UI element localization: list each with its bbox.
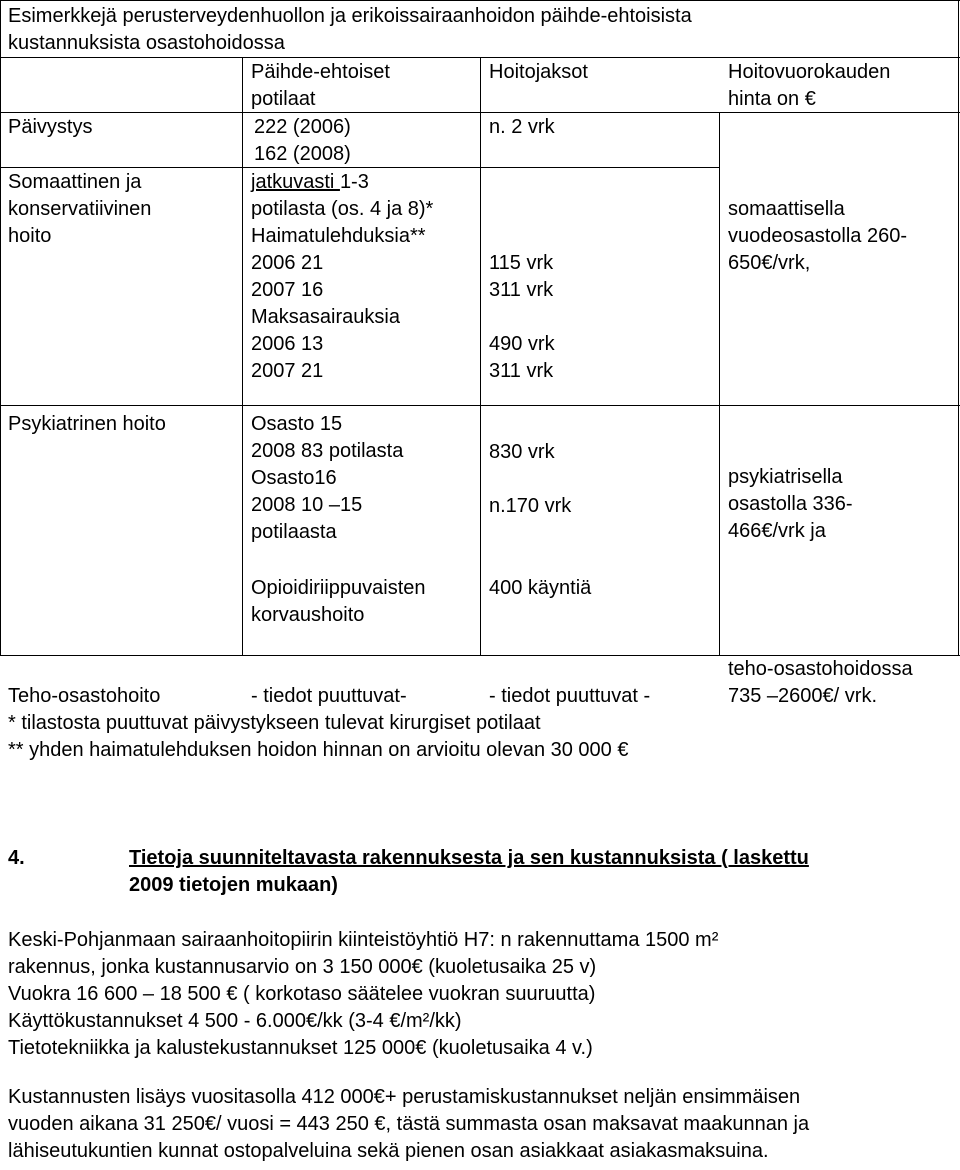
paragraph-building-line-4: Käyttökustannukset 4 500 - 6.000€/kk (3-4 €/m²/kk) [8,1010,462,1032]
table-title-line-2: kustannuksista osastohoidossa [8,32,285,54]
header-price-line-1: Hoitovuorokauden [728,61,891,83]
paragraph-building-line-2: rakennus, jonka kustannusarvio on 3 150 000€ (kuoletusaika 25 v) [8,956,597,978]
row-somaattinen-label-line-3: hoito [8,225,52,247]
row-paivystys-patients-line-2: 162 (2008) [254,143,351,165]
opioid-line-2: korvaushoito [251,604,365,626]
price-somatic-line-3: 650€/vrk, [728,252,811,274]
row-somaattinen-patients [251,169,433,385]
price-somatic-line-1: somaattisella [728,198,845,220]
patient-range: 1-3 [339,171,369,193]
row-somaattinen-periods-a [489,250,553,304]
header-patients-line-2: potilaat [251,88,316,110]
row-teho-patients: - tiedot puuttuvat- [251,685,407,707]
paragraph-building-line-1: Keski-Pohjanmaan sairaanhoitopiirin kiinteistöyhtiö H7: n rakennuttama 1500 m² [8,929,719,951]
header-periods: Hoitojaksot [489,61,588,83]
price-psych-line-3: 466€/vrk ja [728,520,826,542]
footnote-2: ** yhden haimatulehduksen hoidon hinnan on arvioitu olevan 30 000 € [8,739,629,761]
row-somaattinen-price [728,196,907,277]
row-psykiatrinen-patients-line-1: Osasto 15 [251,413,343,435]
table-border-right [958,0,959,655]
row-somaattinen-periods-b [489,331,555,385]
table-title [8,3,692,57]
row-psykiatrinen-patients-line-2: 2008 83 potilasta [251,440,404,462]
row-paivystys-patients [254,114,351,168]
header-patients [251,59,390,113]
row-psykiatrinen-price [728,464,853,545]
row-somaattinen-patients-line-5: Maksasairauksia [251,306,400,328]
paragraph-costs-line-3: lähiseutukuntien kunnat ostopalveluina sekä pienen osan asiakkaat asiakasmaksuina. [8,1140,769,1162]
row-psykiatrinen-patients [251,411,403,546]
row-somaattinen-label [8,169,151,250]
table-price-divider [719,112,720,655]
table-border-top [0,0,960,1]
table-column-divider-1 [242,57,243,655]
section-number: 4. [8,847,25,869]
row-somaattinen-patients-line-2: Haimatulehduksia** [251,225,426,247]
price-psych-line-1: psykiatrisella [728,466,843,488]
row-opioid-label [251,575,426,629]
row-opioid-period: 400 käyntiä [489,577,592,599]
price-psych-line-2: osastolla 336- [728,493,853,515]
table-row-divider-1 [0,167,720,168]
row-paivystys-label: Päivystys [8,116,93,138]
underlined-continuously: jatkuvasti [251,171,340,193]
table-border-left [0,0,1,655]
table-column-divider-2 [480,57,481,655]
period-490: 490 vrk [489,333,555,355]
row-teho-period: - tiedot puuttuvat - [489,685,651,707]
row-psykiatrinen-period-1: 830 vrk [489,441,555,463]
section-title [129,845,809,899]
row-somaattinen-patients-line-7: 2007 21 [251,360,324,382]
opioid-line-1: Opioidiriippuvaisten [251,577,426,599]
paragraph-building-line-3: Vuokra 16 600 – 18 500 € ( korkotaso säätelee vuokran suuruutta) [8,983,596,1005]
row-somaattinen-patients-line-6: 2006 13 [251,333,324,355]
period-311-a: 311 vrk [489,279,554,301]
row-somaattinen-patients-line-4: 2007 16 [251,279,324,301]
paragraph-costs [8,1084,809,1165]
row-somaattinen-patients-line-3: 2006 21 [251,252,324,274]
table-title-line-1: Esimerkkejä perusterveydenhuollon ja erikoissairaanhoidon päihde-ehtoisista [8,5,692,27]
row-somaattinen-patients-line-1: potilasta (os. 4 ja 8)* [251,198,434,220]
period-311-b: 311 vrk [489,360,554,382]
table-row-divider-2 [0,405,960,406]
row-psykiatrinen-patients-line-5: potilaasta [251,521,337,543]
row-psykiatrinen-label: Psykiatrinen hoito [8,413,166,435]
header-price-line-2: hinta on € [728,88,816,110]
price-somatic-line-2: vuodeosastolla 260- [728,225,908,247]
footnote-1: * tilastosta puuttuvat päivystykseen tulevat kirurgiset potilaat [8,712,541,734]
section-title-line-1: Tietoja suunniteltavasta rakennuksesta ja sen kustannuksista ( laskettu [129,847,809,869]
header-patients-line-1: Päihde-ehtoiset [251,61,390,83]
header-price [728,59,890,113]
price-teho-line-1: teho-osastohoidossa [728,658,913,680]
row-psykiatrinen-patients-line-3: Osasto16 [251,467,337,489]
row-somaattinen-patients-line-0 [251,169,433,196]
row-paivystys-period: n. 2 vrk [489,116,555,138]
section-title-line-2: 2009 tietojen mukaan) [129,874,338,896]
row-psykiatrinen-period-2: n.170 vrk [489,495,572,517]
paragraph-building [8,927,718,1062]
paragraph-costs-line-2: vuoden aikana 31 250€/ vuosi = 443 250 €, tästä summasta osan maksavat maakunnan ja [8,1113,810,1135]
price-teho-line-2: 735 –2600€/ vrk. [728,685,877,707]
row-somaattinen-label-line-2: konservatiivinen [8,198,152,220]
paragraph-costs-line-1: Kustannusten lisäys vuositasolla 412 000€+ perustamiskustannukset neljän ensimmäisen [8,1086,801,1108]
row-somaattinen-label-line-1: Somaattinen ja [8,171,142,193]
row-psykiatrinen-patients-line-4: 2008 10 –15 [251,494,363,516]
paragraph-building-line-5: Tietotekniikka ja kalustekustannukset 125 000€ (kuoletusaika 4 v.) [8,1037,593,1059]
footnotes [8,710,628,764]
row-paivystys-patients-line-1: 222 (2006) [254,116,351,138]
row-teho-price [728,656,913,710]
period-115: 115 vrk [489,252,554,274]
row-teho-label: Teho-osastohoito [8,685,161,707]
